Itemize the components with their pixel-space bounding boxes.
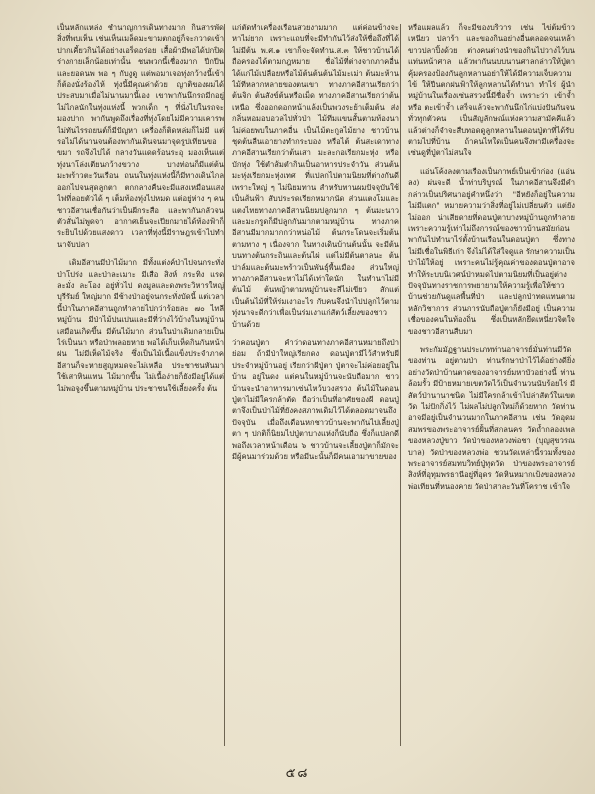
paragraph: เป็นหลักแหล่ง ชำนาญการเดินทางมาก กินสารพัดสิ่งที่พบเห็น เช่นเห็นเมล็ดมะขามตกอยู่ก็จะกวาดเข้าปากเคี้ยวกินได้อย่างเอร็ดอร่อย เสื้อผ้ามีพอได้ปกปิดร่างกายเล็กน้อยเท่านั้น ชนพวกนี้เชื่องมาก ปีกปีน และยอดนพ พอ ๆ กับงูดู แต่พอมาเจอทุ่งกว้างนี้เข้า ก็ต้องนั่งร้องไห้ ทุ่งนี้มีคุณค่าด้วย ญาติของผมได้ประสบมาเมื่อไม่นานมานี้เอง เขาพากันนึกรถมีกอยู่ไม่ไกลนักในทุ่งแห่งนี้ พวกเด็ก ๆ ที่นั่งไปในรถจะมองปาก พากันพูดถึงเรื่องที่ทุ่งโดยไม่มีความเคารพ ไม่ทันไรรถยนต์ก็มีปัญหา เครื่องก็ติดหล่มก็ไม่มี แต่รอไม่ได้นานจนต้องพากันเดินจนมาจุดรูปเทียนขอขมา รถจึงไปได้ กลางวันแดดร้อนระอุ มองเห็นแต่ทุ่งนาโล่งเตียนกว้างขวาง บางท่อนก็มีแต่ต้นมะพร้าวตะวันเรือน ถนนในทุ่งแห่งนี้ก็มีทางเดินไกลออกไปจนสุดลูกตา ตกกลางคืนจะมีแสงเหมือนแสงไฟที่ลอยตัวได้ ๆ เต็มท้องทุ่งไปหมด แต่อยู่ห่าง ๆ คน ชาวอีสานเชื่อกันว่าเป็นผีกระสือ และพากันกลัวจนตัวสั่นไม่พูดจา อากาศเย็นจะเปียกมายได้ท้องฟ้าก็ระยิบไปด้วยแสงดาว เวลาที่ทุ่งนี้มีราษฎรเข้าไปทำนาจับปลา [57,23,224,249]
paragraph: เดิมอีสานมีป่าไม้มาก มีทั้งแต่งค์ป่าไปจนกระทั่งป่าโปร่ง และป่าละเมาะ มีเสือ สิงห์ กระทิง แรด ละมั่ง ละโอง อยู่ทั่วไป ดงมูลและดงพระวิหารใหญ่ บุรีรัมย์ ใหญ่มาก มีช้างป่าอยู่จนกระทั่งบัดนี้ แต่เวลานี้ป่าในภาคอีสานถูกทำลายไปกว่าร้อยละ ๗๐ ไทลีหมู่บ้าน มีป่าไม้ปนเปนและมีที่ว่างไว้บ้างในหมู่บ้านเสมือนเกิดขึ้น มีต้นไม้มาก ส่วนในป่าเดิมกลายเป็นไร่เป็นนา หรือป่าพลอยหาย พอได้เก็บเห็ดกินกันหน้าฝน ไม่มีเห็ดไม้จริง ซึ่งเป็นไม้เนื้อแข็งประจำภาคอีสานก็จะหายสูญหมดจะไม่เหลือ ประชาชนหันมาใช้เสาหินแทน ไม้มากขึ้น ไม่เนื้อง่ายก็ยังมีอยู่ได้แต่ไม่พอจูงขึ้นตามหมู่บ้าน ประชาชนใช้เลี้ยงครั้ง ต้น [57,258,224,393]
text-column-middle [232,22,399,762]
paragraph: แอ่นโค้งลงตามเรืองเป็นกาพย์เป็นเข้าก่อง (แอ่นลง) ผ่นจะดี น้ำท่าบริบูรณ์ ในภาคอีสานจึงมีคำกล่าวเป็นปริศนาอยู่คำหนึ่งว่า "อีหยังก็อยู่ในความไม่มีแตก" หมายความว่าสิ่งที่อยู่ไม่เปลี่ยนตัว แต่ยังไม่ออก น่าเสียดายที่ดอนปู่ตาบางหมู่บ้านถูกทำลาย เพราะความรู้เท่าไม่ถึงการณ์ของชาวบ้านสมัยก่อน พากันไปทำนาไร่ตั้งบ้านเรือนในดอนปู่ตา ซึ่งทางไม่มีเชื่อในพิธีเก่า จึงไม่ได้ใส่ใจดูแล รักษาความเป็นป่าไม้ให้อยู่ เพราะคนไม่รู้คุณค่าของดอนปู่ตาอาจทำให้ระบบนิเวศน์ป่าหมดไปตามนิยมที่เป็นอยู่ต่าง ปัจจุบันทางราชการพยายามให้ความรู้เพื่อให้ชาวบ้านช่วยกันดูแลพื้นที่ป่า และปลูกป่าทดแทนตามหลักวิชาการ ส่วนการนับถือปู่ตาก็ยังมีอยู่ เป็นความเชื่อของคนในท้องถิ่น ซึ่งเป็นหลักยึดเหนี่ยวจิตใจของชาวอีสานสืบมา [408,166,575,336]
column-divider [400,24,401,746]
paragraph: แก่ตัดทำเครื่องเรือนสวยงามมาก แต่ค่อนข้างจะหาไม่ยาก เพราะแถบที่จะมีทำกันไว้ส่งให้ชื่อถึงที่ได้ไม่มีต้น พ.ศ.๑ เขาก็จะจัดทำน.ส.๓ ให้ชาวบ้านได้ถือครองได้ตามกฎหมาย ชื่อไม้ที่ต่างจากภาคอื่นได้แก่ไม้เปลือยหรือไม้ต้นต้นต้นไม้มะเม่า ต้นมะห้าน ไม้ทีหลากหลายของตนเขา ทางภาคอีสานเรียกว่าต้นจิก ต้นสังข์ต้นหรือเม็ด ทางภาคอีสานเรียกว่าต้นเหนือ ซึ่งออกดอกหน้าแล้งเป็นพวงระย้าเต็มต้น ส่งกลิ่นหอมอบอวลไปทั่วป่า ไม้ทีมแขนสั้นตามท้องนา ไม่ค่อยพบในภาคอื่น เป็นไม้ตะกูลไม้ยาง ชาวบ้านชุดต้นลืนเอายางทำกระบอง หรือไต้ ต้นสะเดาทางภาคอีสานเรียกว่าต้นเสา มะละกอเรียกมะหุ่ง หรือบักหุ่ง ใช้ตำส้มตำกินเป็นอาหารประจำวัน ส่วนต้นมะหุ่งเรียกมะหุ่งเทศ ที่แปลกไปตามนิยมที่ต่างกันดี เพราะใหญ่ ๆ ไม่นิยมทาน สำหรับทานผมปัจจุบันใช้เป็นส้นฟ้า สับประรดเรียกหมากนัด ส่วนแตงโมและแตงไทยทางภาคอีสานนิยมปลูกมาก ๆ ต้นมะนาวและมะกรูดก็มีปลูกกันมากตามหมู่บ้าน ทางภาคอีสานมีมากมากกว่าหน่อไม้ ต้นกระโดนจะเริ่มต้นตามทาง ๆ เนื่องจาก ในทางเดินบ้านต้นนั้น จะมีต้นบนทางต้นกระถินและต้นไผ่ แต่ไม่มีต้นตาลนะ ต้นปาล์มและต้นมะพร้าวเป็นพันธุ์พื้นเมือง ส่วนใหญ่ทางภาคอีสานจะหาไม่ได้เท่าใดนัก ในทำนาไม่มีต้นไม้ ต้นหญ้าตามหมู่บ้านจะสีไม่เขียว สักแต่เป็นต้นไม้ที่ให้ร่มเงาอะไร กับคนจึงนำไปปลูกไว้ตามทุ่งนาจะดีกว่าเพื่อเป็นร่มเงาแก่สัตว์เลี้ยงของชาวบ้านด้วย [232,23,399,329]
paragraph: ว่าคอนปู่ตา คำว่าดอนทางภาคอีสานหมายถึงป่าย่อม ถ้ามีป่าใหญ่เรียกดง ดอนปู่ตามีไว้สำหรับผีประจำหมู่บ้านอยู่ เรียกว่าผีปู่ตา ปู่ตาจะไม่ค่อยอยู่ในบ้าน อยู่ในดง แต่คนในหมู่บ้านจะนับถือมาก ชาวบ้านจะนำอาหารมาเซ่นไหว้บวงสรวง ต้นไม้ในดอนปู่ตาไม่มีใครกล้าตัด ถือว่าเป็นที่อาศัยของผี ดอนปู่ตาจึงเป็นป่าไม้ที่ยังคงสภาพเดิมไว้ได้ตลอดมาจนถึงปัจจุบัน เมื่อถึงเดือนหกชาวบ้านจะพากันไปเลี้ยงปู่ตา ๆ ปกติก็นิยมไปปู่ตาบางแห่งก็นับถือ ซึ่งก็แปลกดี พอถึงเวลาหน้าเดือน ๖ ชาวบ้านจะเลี้ยงปู่ตาก็มักจะมีผู้คนมาร่วมด้วย หรือมีนะนั้นก็มีคนเอามาขายของ [232,337,399,462]
column-divider [224,24,225,746]
paragraph: หรือแผลแล้ว ก็จะมีของบริวาร เช่น ไข่ต้มข้าวเหนียว ปลาร้า และของกินอย่างอื่นตลอดจนเหล้าขาวปลาปิ้งด้วย ต่างคนต่างนำของกินไปวางไว้บนแท่นหน้าศาล แล้วพากันนบบนานศาลกล่าวให้ปู่ตาคุ้มครองป้องกันลูกหลานอย่าให้ได้มีความเจ็บความไข้ ให้ปีนตกฝนฟ้าให้ลูกหลานได้ทำนา ทำไร่ ผู้นำหมู่บ้านในเรื่องเซ่นสรวงนี้มีชื่อจ้ำ เพราะว่า เข้าจ้ำหรือ ตะเข้าจ้ำ เสร็จแล้วจะพากันนึกไก่แบ่งปันกันจนทั่วทุกตัวคน เป็นสัญลักษณ์แห่งความสามัคคีแล้ว แล้วต่างก็จำจะสืบทอดดูลูกหลานในดอนปู่ตาที่ได้รับตามไปที่บ้าน ถ้าคนไทใดเป็นคนจึงพามีเครื่องจะเซ่นดูที่ปู่ตาไม่สนใจ [408,23,575,158]
page-number: ๕๘ [285,766,310,781]
text-column-left [57,22,224,762]
text-column-right [408,22,575,762]
paragraph: พระกัมมัฏฐานประเภทท่านอาจารย์มั่นท่านมีวัดของท่าน อยู่ตามป่า ท่านรักษาป่าไว้ได้อย่างดียิ่ง อย่างวัดป่าบ้านตาดของอาจารย์มหาบัวอย่างนี้ ท่านล้อมรั้ว มีป้ายหมายเขตวัดไว้เป็นจำนวนนับร้อยไร่ มีสัตว์ป่านานาชนิด ไม่มีใครกล้าเข้าไปล่าสัตว์ในเขตวัด ไม่ปักกิ่งไว้ ไม่ผลไม่ปลูกใหม่ก็ด้วยหาก วัดท่านอาจมีอยู่เป็นจำนวนมากในภาคอีสาน เช่น วัดอุดมสมพรของพระอาจารย์ฝั้นที่สกลนคร วัดถ้ำกลองเพลของหลวงปู่ขาว วัดป่าของหลวงพ่อชา (บุญสุขวรณบาล) วัดป่าของหลวงพ่อ ชวนวัดเหล่านี้รวมทั้งของพระอาจารย์สมทบวิทย์ปู่ทุดวัด ป่าของพระอาจารย์สิงห์ที่อุทุมพรธานีอยู่ที่อุดร วัดหินหมากเป้งของหลวงพ่อเทียนที่หนองคาย วัดป่าสาละวันที่โคราช เข้าใจ [408,344,575,491]
